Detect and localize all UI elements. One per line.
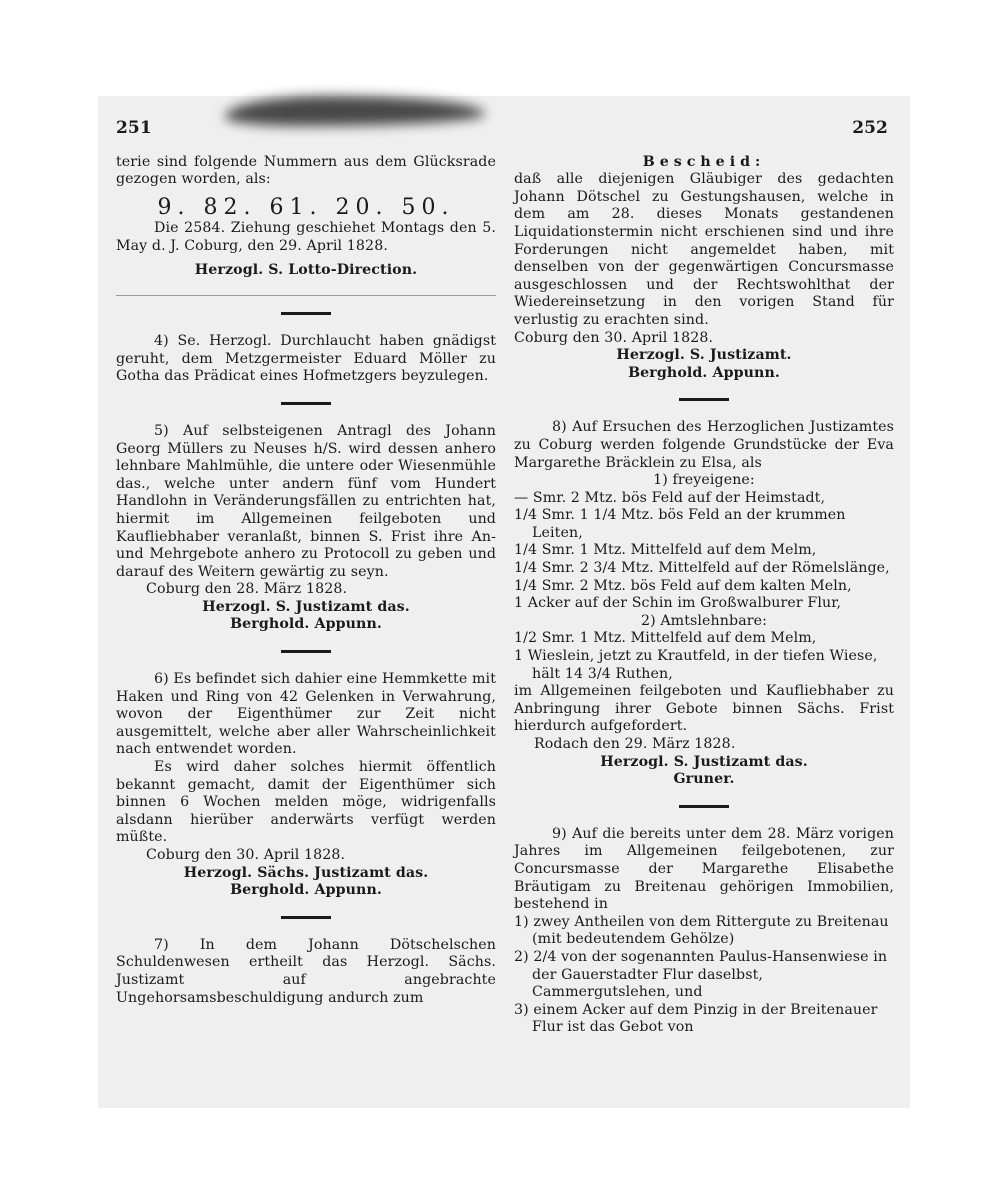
notice-8-names: Gruner.: [673, 771, 735, 788]
list-item: 1/2 Smr. 1 Mtz. Mittelfeld auf dem Melm,: [514, 630, 817, 647]
notice-9-list: [514, 914, 894, 1037]
section-divider: [281, 312, 331, 315]
bescheid-heading: Bescheid:: [642, 153, 766, 170]
notice-5-place-date: Coburg den 28. März 1828.: [146, 581, 348, 598]
page-number-right: 252: [852, 118, 888, 138]
list-item: 1/4 Smr. 1 1/4 Mtz. bös Feld an der krummen Leiten,: [514, 507, 846, 541]
notice-8-closing: im Allgemeinen feilgeboten und Kaufliebhaber zu Anbringung ihrer Gebote binnen Sächs. Frist hierdurch aufgefordert.: [514, 683, 894, 735]
page-number-left: 251: [116, 118, 152, 138]
list-item: 1/4 Smr. 2 3/4 Mtz. Mittelfeld auf der Römelslänge,: [514, 560, 890, 577]
list-item: 1/4 Smr. 1 Mtz. Mittelfeld auf dem Melm,: [514, 542, 817, 559]
lotto-signature: Herzogl. S. Lotto-Direction.: [194, 261, 418, 278]
notice-8-subheading-1: 1) freyeigene:: [653, 472, 755, 489]
list-item: 2) 2/4 von der sogenannten Paulus-Hansenwiese in der Gauerstadter Flur daselbst, Cammergutslehen, und: [514, 948, 888, 1001]
list-item: 1) zwey Antheilen von dem Rittergute zu Breitenau (mit bedeutendem Gehölze): [514, 913, 889, 948]
notice-8-place-date: Rodach den 29. März 1828.: [534, 736, 736, 752]
notice-6-place-date: Coburg den 30. April 1828.: [146, 847, 346, 863]
list-item: — Smr. 2 Mtz. bös Feld auf der Heimstadt,: [514, 489, 826, 506]
bescheid-place-date: Coburg den 30. April 1828.: [514, 329, 714, 346]
left-column: [116, 120, 496, 1007]
notice-7-text: 7) In dem Johann Dötschelschen Schuldenwesen ertheilt das Herzogl. Sächs. Justizamt auf angebrachte Ungehorsamsbeschuldigung andurch zum: [116, 936, 496, 1006]
section-divider: [281, 650, 331, 653]
right-column: [514, 120, 894, 1037]
notice-6-text-continued: Es wird daher solches hiermit öffentlich bekannt gemacht, damit der Eigenthümer sich binnen 6 Wochen melden möge, widrigenfalls alsdann hierüber anderwärts verfügt werden müßte.: [116, 759, 496, 846]
section-divider: [679, 398, 729, 401]
lotto-intro: terie sind folgende Nummern aus dem Glücksrade gezogen worden, als:: [116, 153, 496, 188]
bescheid-authority: Herzogl. S. Justizamt.: [616, 347, 792, 364]
notice-9-intro: 9) Auf die bereits unter dem 28. März vorigen Jahres im Allgemeinen feilgebotenen, zur Concursmasse der Margarethe Elisabethe Bräutigam zu Breitenau gehörigen Immobilien, bestehend in: [514, 825, 894, 913]
list-item: 1 Acker auf der Schin im Großwalburer Flur,: [514, 595, 842, 612]
list-item: 1 Wieslein, jetzt zu Krautfeld, in der tiefen Wiese, hält 14 3/4 Ruthen,: [514, 648, 878, 682]
notice-8-list-1: [514, 490, 894, 613]
lotto-draw-note: Die 2584. Ziehung geschiehet Montags den 5. May d. J. Coburg, den 29. April 1828.: [116, 220, 496, 254]
notice-5-names: Berghold. Appunn.: [230, 616, 382, 633]
separator-rule: [116, 295, 496, 296]
bescheid-text: daß alle diejenigen Gläubiger des gedachten Johann Dötschel zu Gestungshausen, welche in dem am 28. dieses Monats gestandenen Liquidationstermin nicht erschienen sind und ihre Forderungen nicht angemeldet haben, mit denselben von der gegenwärtigen Concursmasse ausgeschlossen und der Rechtswohlthat der Wiedereinsetzung in den vorigen Stand für verlustig zu erachten sind.: [514, 171, 894, 328]
bescheid-names: Berghold. Appunn.: [628, 364, 780, 381]
section-divider: [679, 805, 729, 808]
notice-8-subheading-2: 2) Amtslehnbare:: [640, 612, 768, 629]
notice-8-list-2: [514, 630, 894, 683]
list-item: 1/4 Smr. 2 Mtz. bös Feld auf dem kalten Meln,: [514, 577, 852, 594]
notice-6-authority: Herzogl. Sächs. Justizamt das.: [183, 864, 429, 881]
list-item: 3) einem Acker auf dem Pinzig in der Breitenauer Flur ist das Gebot von: [514, 1001, 878, 1036]
notice-5-authority: Herzogl. S. Justizamt das.: [202, 598, 410, 615]
notice-8-authority: Herzogl. S. Justizamt das.: [600, 753, 808, 770]
notice-5-text: 5) Auf selbsteigenen Antragl des Johann Georg Müllers zu Neuses h/S. wird dessen anhero lehnbare Mahlmühle, die untere oder Wiesenmühle das., welche unter andern fünf vom Hundert Handlohn in Veränderungsfällen zu entrichten hat, hiermit im Allgemeinen feilgeboten und Kaufliebhaber veranlaßt, binnen S. Frist ihre An- und Mehrgebote anhero zu Protocoll zu geben und darauf des Weitern gewärtig zu seyn.: [116, 422, 496, 580]
section-divider: [281, 402, 331, 405]
notice-6-names: Berghold. Appunn.: [230, 882, 382, 899]
lotto-numbers: 9. 82. 61. 20. 50.: [157, 194, 455, 220]
notice-8-intro: 8) Auf Ersuchen des Herzoglichen Justizamtes zu Coburg werden folgende Grundstücke der Eva Margarethe Bräcklein zu Elsa, als: [514, 419, 894, 471]
section-divider: [281, 916, 331, 919]
notice-4-text: 4) Se. Herzogl. Durchlaucht haben gnädigst geruht, dem Metzgermeister Eduard Möller zu Gotha das Prädicat eines Hofmetzgers beyzulegen.: [116, 333, 496, 385]
notice-6-text: 6) Es befindet sich dahier eine Hemmkette mit Haken und Ring von 42 Gelenken in Verwahrung, wovon der Eigenthümer zur Zeit nicht ausgemittelt, welche aber aller Wahrscheinlichkeit nach entwendet worden.: [116, 671, 496, 758]
